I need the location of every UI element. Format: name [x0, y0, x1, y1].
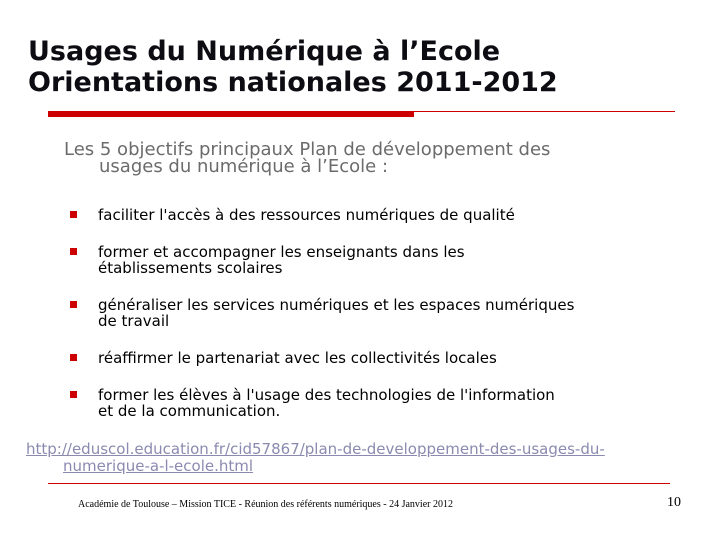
- list-item-line-2: de travail: [98, 312, 170, 330]
- footer-rule: [48, 483, 670, 484]
- list-item-line-1: généraliser les services numériques et les espaces numériques: [98, 296, 575, 314]
- title-line-1: Usages du Numérique à l’Ecole: [28, 36, 501, 67]
- lead-line-1: Les 5 objectifs principaux Plan de développement des: [64, 139, 551, 160]
- list-item-line-1: réaffirmer le partenariat avec les collectivités locales: [98, 349, 497, 367]
- title-underline-thin: [414, 111, 675, 112]
- list-item-line-1: former les élèves à l'usage des technologies de l'information: [98, 386, 555, 404]
- bullet-square-icon: [70, 391, 77, 398]
- list-item-line-1: faciliter l'accès à des ressources numériques de qualité: [98, 206, 515, 224]
- bullet-square-icon: [70, 248, 77, 255]
- eduscol-link[interactable]: [26, 441, 716, 475]
- list-item-text: [98, 244, 710, 276]
- page-number: 10: [667, 495, 681, 510]
- bullet-square-icon: [70, 301, 77, 308]
- list-item-text: [98, 207, 710, 223]
- footer-text: Académie de Toulouse – Mission TICE - Réunion des référents numériques - 24 Janvier 2012: [78, 499, 453, 510]
- lead-line-2: usages du numérique à l’Ecole :: [99, 156, 389, 177]
- slide-title: [28, 36, 558, 98]
- list-item-text: [98, 350, 710, 366]
- lead-paragraph: [64, 141, 704, 175]
- list-item-line-1: former et accompagner les enseignants dans les: [98, 243, 465, 261]
- bullet-square-icon: [70, 354, 77, 361]
- title-line-2: Orientations nationales 2011-2012: [28, 67, 558, 98]
- title-underline-thick: [48, 111, 414, 117]
- link-line-1[interactable]: http://eduscol.education.fr/cid57867/plan-de-developpement-des-usages-du-: [26, 440, 605, 458]
- list-item-text: [98, 387, 710, 419]
- bullet-square-icon: [70, 211, 77, 218]
- list-item-text: [98, 297, 710, 329]
- link-line-2[interactable]: numerique-a-l-ecole.html: [63, 457, 254, 475]
- list-item-line-2: établissements scolaires: [98, 259, 283, 277]
- list-item-line-2: et de la communication.: [98, 402, 281, 420]
